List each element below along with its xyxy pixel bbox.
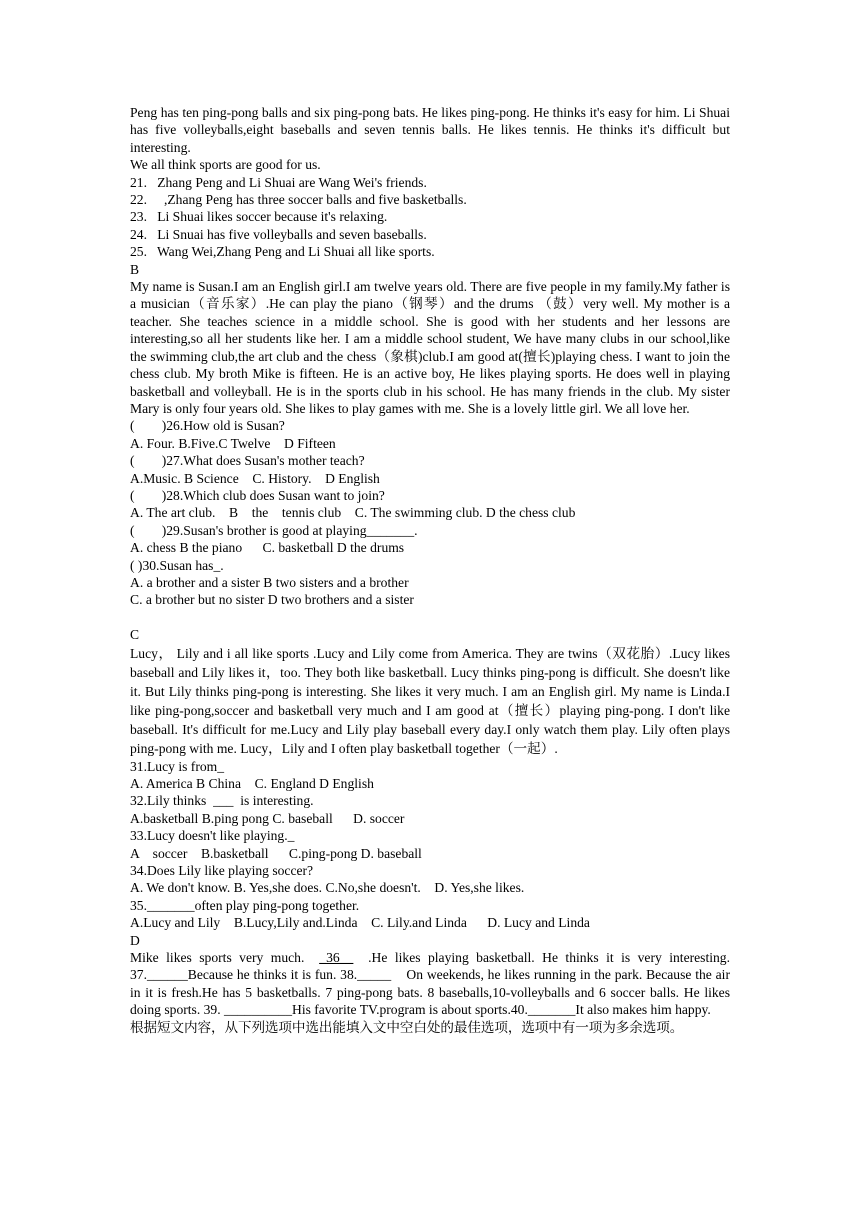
- passage-a-closing: We all think sports are good for us.: [130, 157, 321, 173]
- section-c-heading: C: [130, 627, 140, 643]
- question-27-stem: ( )27.What does Susan's mother teach?: [130, 453, 365, 469]
- question-28-options: A. The art club. B the tennis club C. The swimming club. D the chess club: [130, 505, 576, 521]
- passage-b: My name is Susan.I am an English girl.I am twelve years old. There are five people in my family.My father is a musician（音乐家）.He can play the piano（钢琴）and the drums （鼓）very well. My mother is a teacher. She teaches science in a middle school. She is good with her students and her lessons are interesting,so all her students like her. I am a middle school student, We have many clubs in our school,like the swimming club,the art club and the chess（象棋)club.I am good at(擅长)playing chess. I want to join the chess club. My broth Mike is fifteen. He is an active boy, He likes playing sports. He does well in playing basketball and volleyball. He is in the sports club in his school. He has many friends in the club. My sister Mary is only four years old. She likes to play games with me. She is a lovely little girl. We all love her.: [130, 279, 730, 416]
- question-31-options: A. America B China C. England D English: [130, 775, 374, 791]
- passage-d-rest: .He likes playing basketball. He thinks it is very interesting. 37.______Because he thinks it is fun. 38._____ On weekends, he likes running in the park. Because the air in it is fresh.He has 5 basketballs. 7 ping-pong bats. 8 baseballs,10-volleyballs and 6 soccer balls. He likes doing sports. 39. __________His favorite TV.program is about sports.40._______It also makes him happy.: [130, 950, 734, 1018]
- question-29-stem: ( )29.Susan's brother is good at playing_______.: [130, 522, 418, 538]
- passage-d-start: Mike likes sports very much.: [130, 950, 320, 966]
- question-31-stem: 31.Lucy is from_: [130, 758, 225, 774]
- question-33-options: A soccer B.basketball C.ping-pong D. baseball: [130, 845, 422, 861]
- question-27-options: A.Music. B Science C. History. D English: [130, 470, 380, 486]
- question-35-stem: 35._______often play ping-pong together.: [130, 897, 360, 913]
- passage-d: [130, 949, 734, 1019]
- question-30-options-extra: C. a brother but no sister D two brothers and a sister: [130, 592, 414, 608]
- statement-21: 21. Zhang Peng and Li Shuai are Wang Wei's friends.: [130, 174, 427, 190]
- question-34-stem: 34.Does Lily like playing soccer?: [130, 863, 314, 879]
- question-32-options: A.basketball B.ping pong C. baseball D. soccer: [130, 810, 405, 826]
- section-b-heading: B: [130, 261, 140, 277]
- passage-c: Lucy， Lily and i all like sports .Lucy and Lily come from America. They are twins（双花胎）.Lucy likes baseball and Lily likes it，too. They both like basketball. Lucy thinks ping-pong is difficult. She doesn't like it. But Lily thinks ping-pong is interesting. She likes it very much. I am an English girl. My name is Linda.I like ping-pong,soccer and basketball very much and I am good at（擅长）playing ping-pong. I don't like baseball. It's difficult for me.Lucy and Lily play baseball every day.I only watch them play. Lily often plays ping-pong with me. Lucy，Lily and I often play basketball together（一起）.: [130, 645, 730, 756]
- question-34-options: A. We don't know. B. Yes,she does. C.No,she doesn't. D. Yes,she likes.: [130, 880, 525, 896]
- question-26-stem: ( )26.How old is Susan?: [130, 418, 285, 434]
- blank-36: _36__: [319, 950, 354, 966]
- document-page: [130, 104, 734, 1036]
- statement-25: 25. Wang Wei,Zhang Peng and Li Shuai all like sports.: [130, 244, 435, 260]
- question-28-stem: ( )28.Which club does Susan want to join?: [130, 487, 385, 503]
- blank-line: [130, 609, 730, 626]
- question-32-stem: 32.Lily thinks ___ is interesting.: [130, 793, 314, 809]
- question-26-options: A. Four. B.Five.C Twelve D Fifteen: [130, 435, 336, 451]
- question-29-options: A. chess B the piano C. basketball D the drums: [130, 540, 405, 556]
- passage-a-paragraph: Peng has ten ping-pong balls and six ping-pong bats. He likes ping-pong. He thinks it's easy for him. Li Shuai has five volleyballs,eight baseballs and seven tennis balls. He likes tennis. He thinks it's difficult but interesting.: [130, 105, 730, 155]
- instruction-text: 根据短文内容，从下列选项中选出能填入文中空白处的最佳选项，选项中有一项为多余选项。: [130, 1019, 684, 1035]
- question-30-stem: ( )30.Susan has_.: [130, 557, 224, 573]
- question-30-options: A. a brother and a sister B two sisters and a brother: [130, 574, 409, 590]
- section-d-heading: D: [130, 932, 140, 948]
- statement-24: 24. Li Snuai has five volleyballs and seven baseballs.: [130, 226, 427, 242]
- question-33-stem: 33.Lucy doesn't like playing._: [130, 828, 295, 844]
- statement-22: 22. ,Zhang Peng has three soccer balls and five basketballs.: [130, 192, 467, 208]
- question-35-options: A.Lucy and Lily B.Lucy,Lily and.Linda C. Lily.and Linda D. Lucy and Linda: [130, 915, 590, 931]
- statement-23: 23. Li Shuai likes soccer because it's relaxing.: [130, 209, 388, 225]
